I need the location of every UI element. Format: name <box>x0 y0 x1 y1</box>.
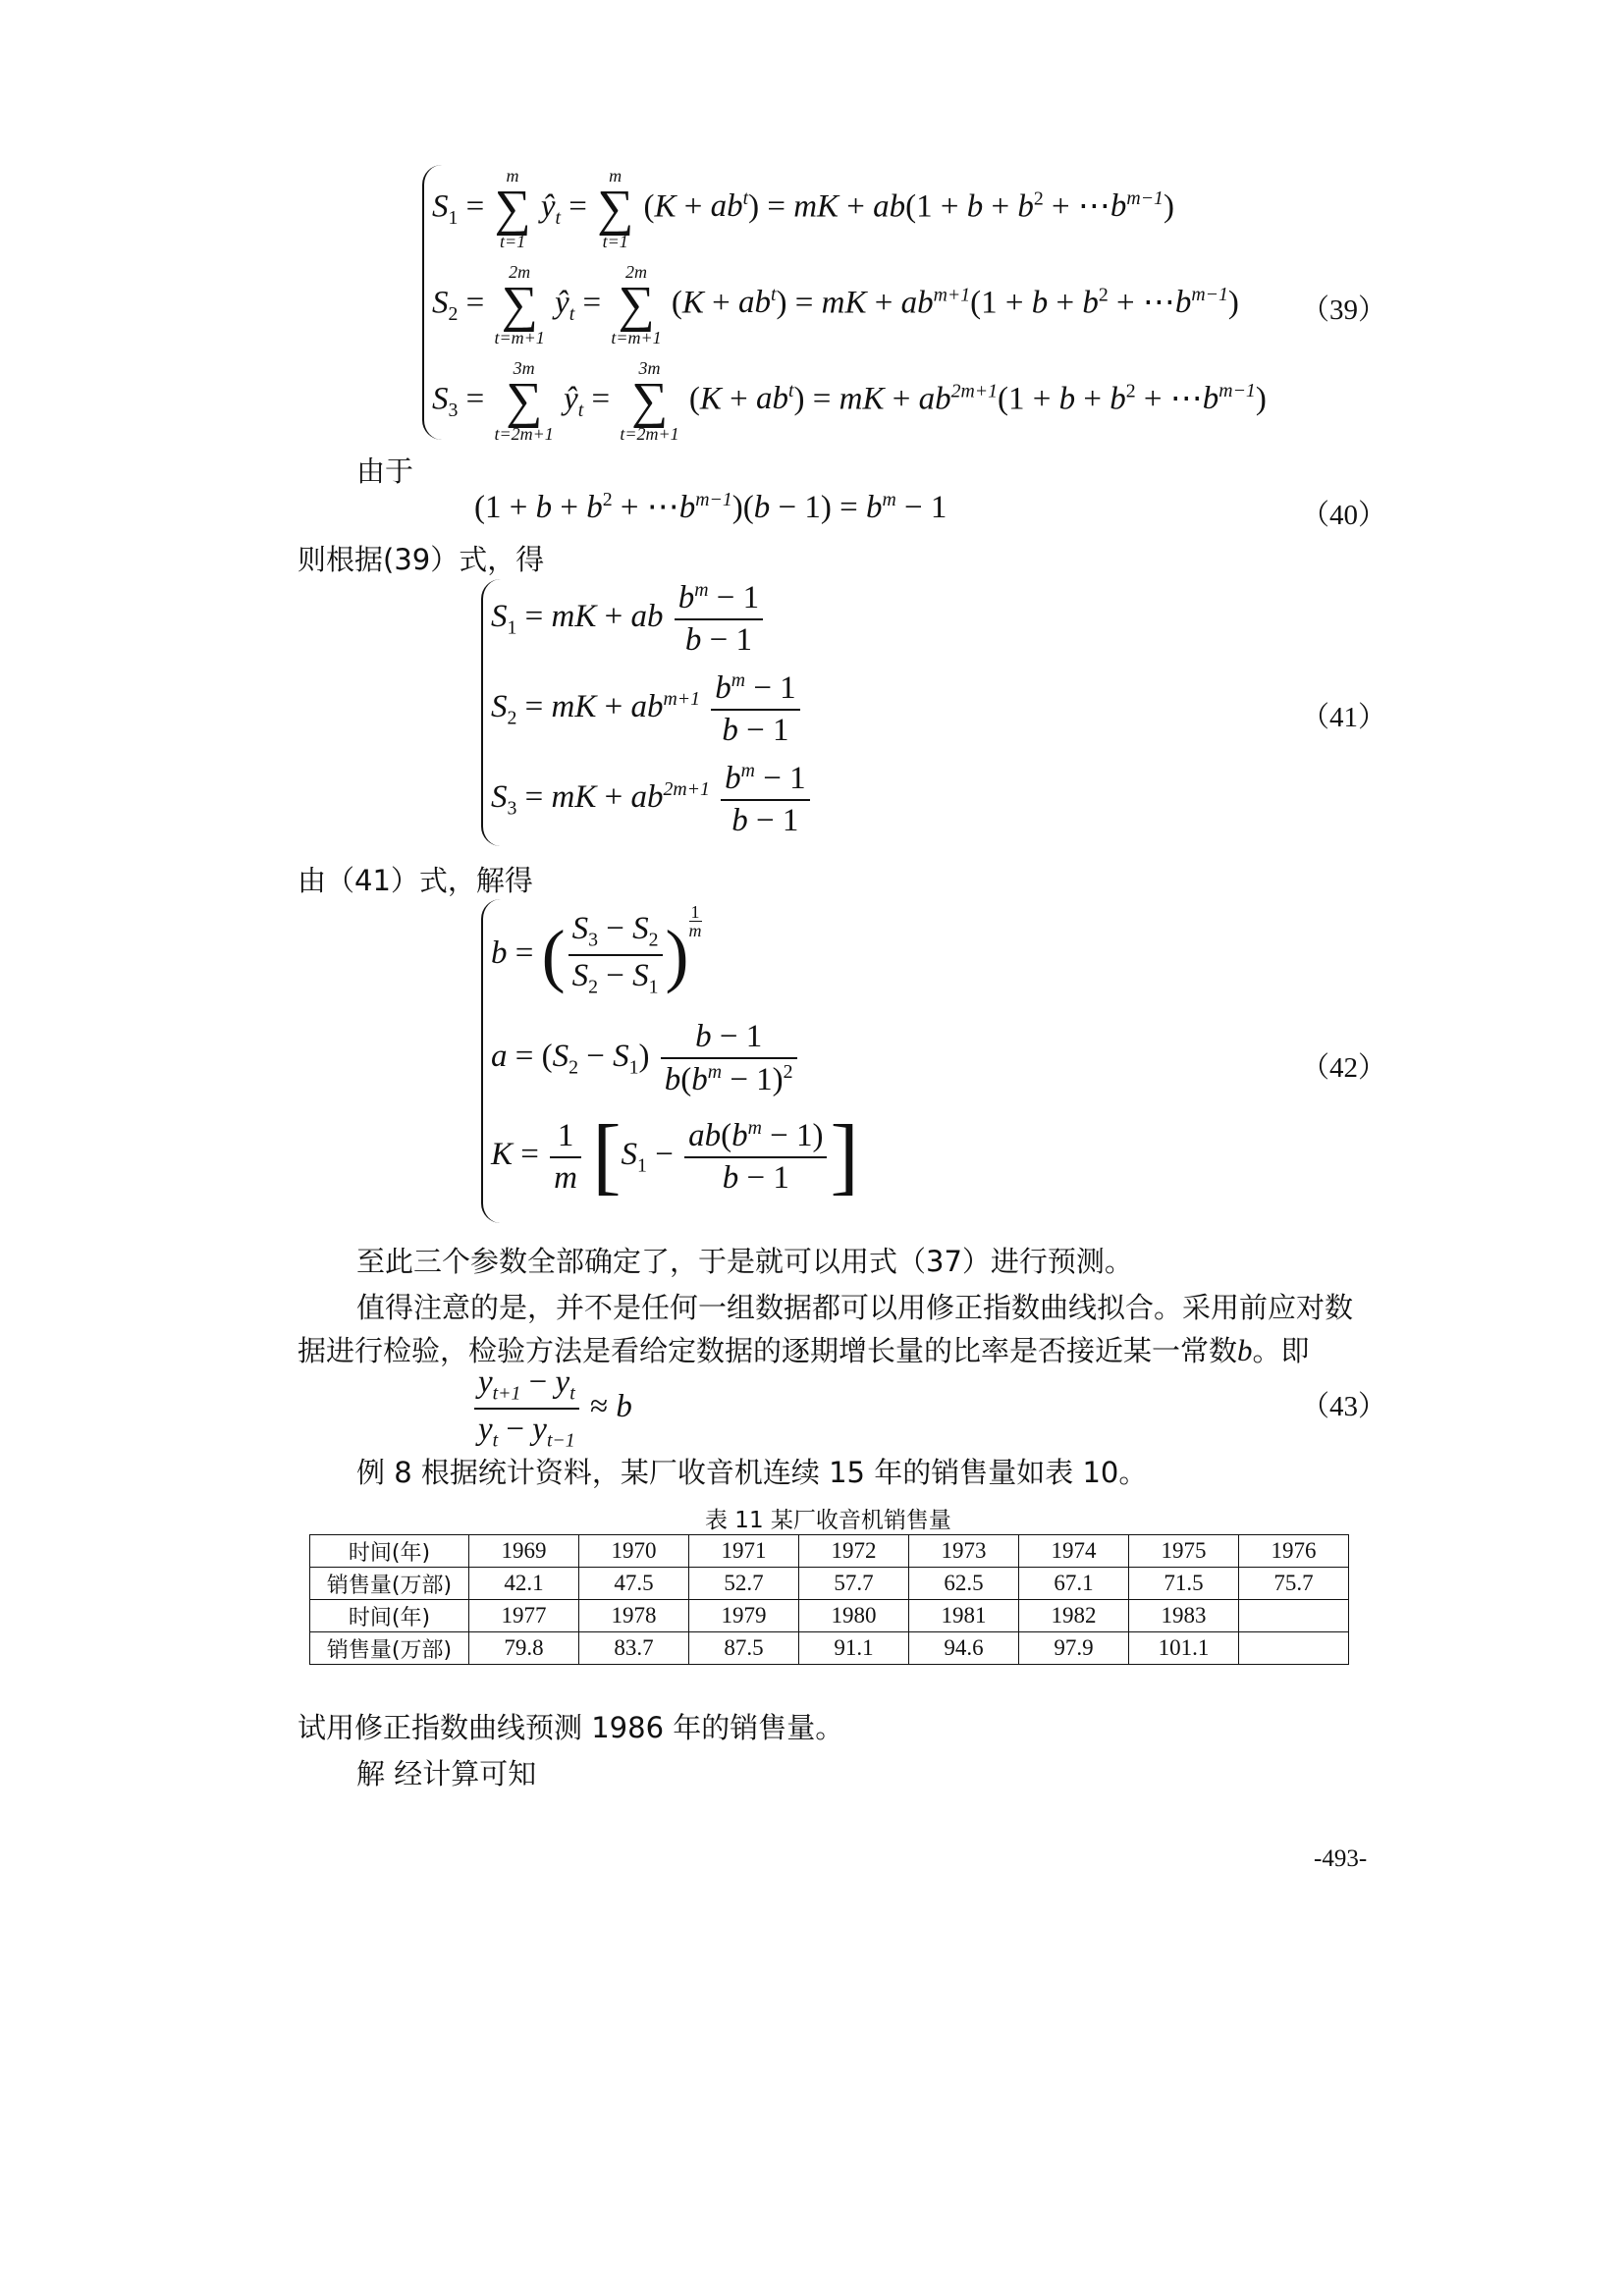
question-text: 试用修正指数曲线预测 1986 年的销售量。 <box>298 1711 844 1744</box>
table-cell: 1974 <box>1019 1535 1129 1568</box>
table-cell: 时间(年) <box>310 1600 469 1632</box>
eq39-row1: $S_1$ = m ∑ t=1 $ŷ_t$ = m ∑ t=1 $(K + ab^t)$ = mK + $ab(1 + b + b^2$ + $\cdots b^{m-1}$) <box>432 166 1174 252</box>
eq42-k: K = $\frac{1}{m}$ [$S_1$ − $\frac{ab(b^m - 1)}{b - 1}$ ] <box>491 1108 859 1204</box>
table-cell: 71.5 <box>1129 1568 1239 1600</box>
table-cell: 时间(年) <box>310 1535 469 1568</box>
paragraph-2-line2: 据进行检验，检验方法是看给定数据的逐期增长量的比率是否接近某一常数b。即 <box>298 1333 1310 1367</box>
table-cell: 1971 <box>689 1535 799 1568</box>
text-since: 由于 <box>356 454 414 488</box>
table-cell: 97.9 <box>1019 1632 1129 1665</box>
eq41-row3: $S_3$ = mK + $ab^{2m+1}$ $\frac{b^m - 1}{b - 1}$ <box>491 762 813 837</box>
example-8: 例 8 根据统计资料，某厂收音机连续 15 年的销售量如表 10。 <box>356 1456 1148 1489</box>
text-by39: 则根据(39）式，得 <box>298 543 545 576</box>
table-cell: 1982 <box>1019 1600 1129 1632</box>
table-cell: 62.5 <box>909 1568 1019 1600</box>
eq39-row2: $S_2$ = 2m ∑ t=m+1 $ŷ_t$ = 2m ∑ t=m+1 $(K + ab^t)$ = mK + $ab^{m+1}(1 + b + b^2$ + $\cdots b^{m-1}$) <box>432 262 1239 348</box>
table-cell: 1981 <box>909 1600 1019 1632</box>
table-cell: 1977 <box>469 1600 579 1632</box>
table-row <box>310 1600 1349 1632</box>
table-cell: 1973 <box>909 1535 1019 1568</box>
table-row <box>310 1568 1349 1600</box>
text-from41: 由（41）式，解得 <box>298 864 533 897</box>
page-number: -493- <box>1314 1845 1368 1872</box>
table-cell: 57.7 <box>799 1568 909 1600</box>
eq39-row3: $S_3$ = 3m ∑ t=2m+1 $ŷ_t$ = 3m ∑ t=2m+1 $(K + ab^t)$ = mK + $ab^{2m+1}(1 + b + b^2$ + $\cdots b^{m-1}$) <box>432 358 1267 445</box>
eq42-b: b = ( $\frac{S_3 - S_2}{S_2 - S_1}$ ) $\frac{1}{m}$ <box>491 902 702 998</box>
eq39-number: （39） <box>1301 294 1387 326</box>
table-cell <box>1239 1632 1349 1665</box>
table-cell: 75.7 <box>1239 1568 1349 1600</box>
table-cell: 67.1 <box>1019 1568 1129 1600</box>
table-cell: 101.1 <box>1129 1632 1239 1665</box>
table-cell <box>1239 1600 1349 1632</box>
table-cell: 1976 <box>1239 1535 1349 1568</box>
table-cell: 91.1 <box>799 1632 909 1665</box>
eq41-number: （41） <box>1301 702 1387 733</box>
eq43-number: （43） <box>1301 1391 1387 1422</box>
table-cell: 1975 <box>1129 1535 1239 1568</box>
eq43: $\frac{y_{t+1} - y_t}{y_t - y_{t-1}}$ ≈ b <box>471 1366 632 1452</box>
paragraph-1: 至此三个参数全部确定了，于是就可以用式（37）进行预测。 <box>356 1245 1133 1278</box>
paragraph-2-line1: 值得注意的是，并不是任何一组数据都可以用修正指数曲线拟合。采用前应对数 <box>356 1291 1354 1324</box>
sales-table <box>309 1534 1349 1665</box>
eq41-row1: $S_1$ = mK + ab $\frac{b^m - 1}{b - 1}$ <box>491 581 766 657</box>
table-cell: 1972 <box>799 1535 909 1568</box>
table-cell: 1970 <box>579 1535 689 1568</box>
table-cell: 47.5 <box>579 1568 689 1600</box>
table-cell: 1978 <box>579 1600 689 1632</box>
table-cell: 52.7 <box>689 1568 799 1600</box>
table-cell: 销售量(万部) <box>310 1632 469 1665</box>
table-cell: 1969 <box>469 1535 579 1568</box>
eq42-number: （42） <box>1301 1052 1387 1084</box>
eq40: ($1 + b + b^2$ + $\cdots b^{m-1})(b - 1) = b^m - 1$ <box>474 489 947 525</box>
table-cell: 94.6 <box>909 1632 1019 1665</box>
table-cell: 1983 <box>1129 1600 1239 1632</box>
eq41-row2: $S_2$ = mK + $ab^{m+1}$ $\frac{b^m - 1}{b - 1}$ <box>491 671 803 747</box>
eq40-number: （40） <box>1301 500 1387 531</box>
table-row <box>310 1632 1349 1665</box>
eq42-a: $a = (S_2 - S_1)$ $\frac{b - 1}{b(b^m - 1)^2}$ <box>491 1021 800 1096</box>
solution-text: 解 经计算可知 <box>356 1757 537 1790</box>
table-caption: 表 11 某厂收音机销售量 <box>705 1508 951 1533</box>
table-cell: 79.8 <box>469 1632 579 1665</box>
table-cell: 83.7 <box>579 1632 689 1665</box>
table-cell: 1980 <box>799 1600 909 1632</box>
table-cell: 87.5 <box>689 1632 799 1665</box>
table-cell: 1979 <box>689 1600 799 1632</box>
table-cell: 42.1 <box>469 1568 579 1600</box>
table-cell: 销售量(万部) <box>310 1568 469 1600</box>
table-row <box>310 1535 1349 1568</box>
